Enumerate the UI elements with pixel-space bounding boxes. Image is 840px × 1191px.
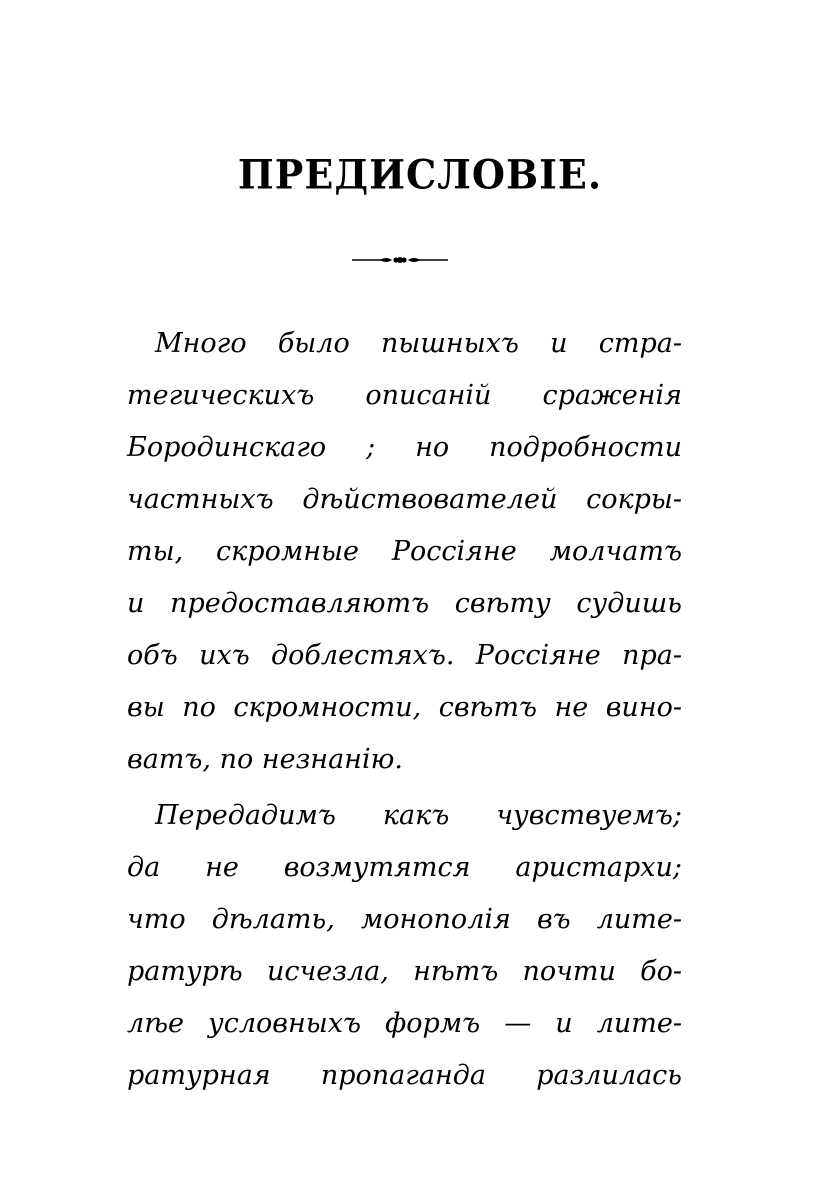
text-line: тегическихъ описаній сраженія <box>127 380 682 411</box>
page-title: ПРЕДИСЛОВІЕ. <box>237 150 603 199</box>
paragraph <box>127 790 682 1102</box>
text-line: Бородинскаго ; но подробности <box>127 432 682 463</box>
text-line: ратурная пропаганда разлилась <box>127 1060 682 1091</box>
text-line: объ ихъ доблестяхъ. Россіяне пра- <box>127 640 682 671</box>
text-line: вы по скромности, свѣтъ не вино- <box>127 692 682 723</box>
text-line: и предоставляютъ свѣту судишь <box>127 588 682 619</box>
ornament-divider-icon <box>350 252 450 268</box>
text-line: Передадимъ какъ чувствуемъ; <box>155 800 682 831</box>
text-line: да не возмутятся аристархи; <box>127 852 682 883</box>
text-line: Много было пышныхъ и стра- <box>155 328 682 359</box>
text-line: ратурѣ исчезла, нѣтъ почти бо- <box>127 956 682 987</box>
text-line: частныхъ дѣйствователей сокры- <box>127 484 682 515</box>
paragraph <box>127 318 682 786</box>
text-line: лѣе условныхъ формъ — и лите- <box>127 1008 682 1039</box>
text-line: ты, скромные Россіяне молчатъ <box>127 536 682 567</box>
text-line: что дѣлать, монополія въ лите- <box>127 904 682 935</box>
body-text <box>127 318 682 1102</box>
text-line: ватъ, по незнанію. <box>127 744 403 775</box>
